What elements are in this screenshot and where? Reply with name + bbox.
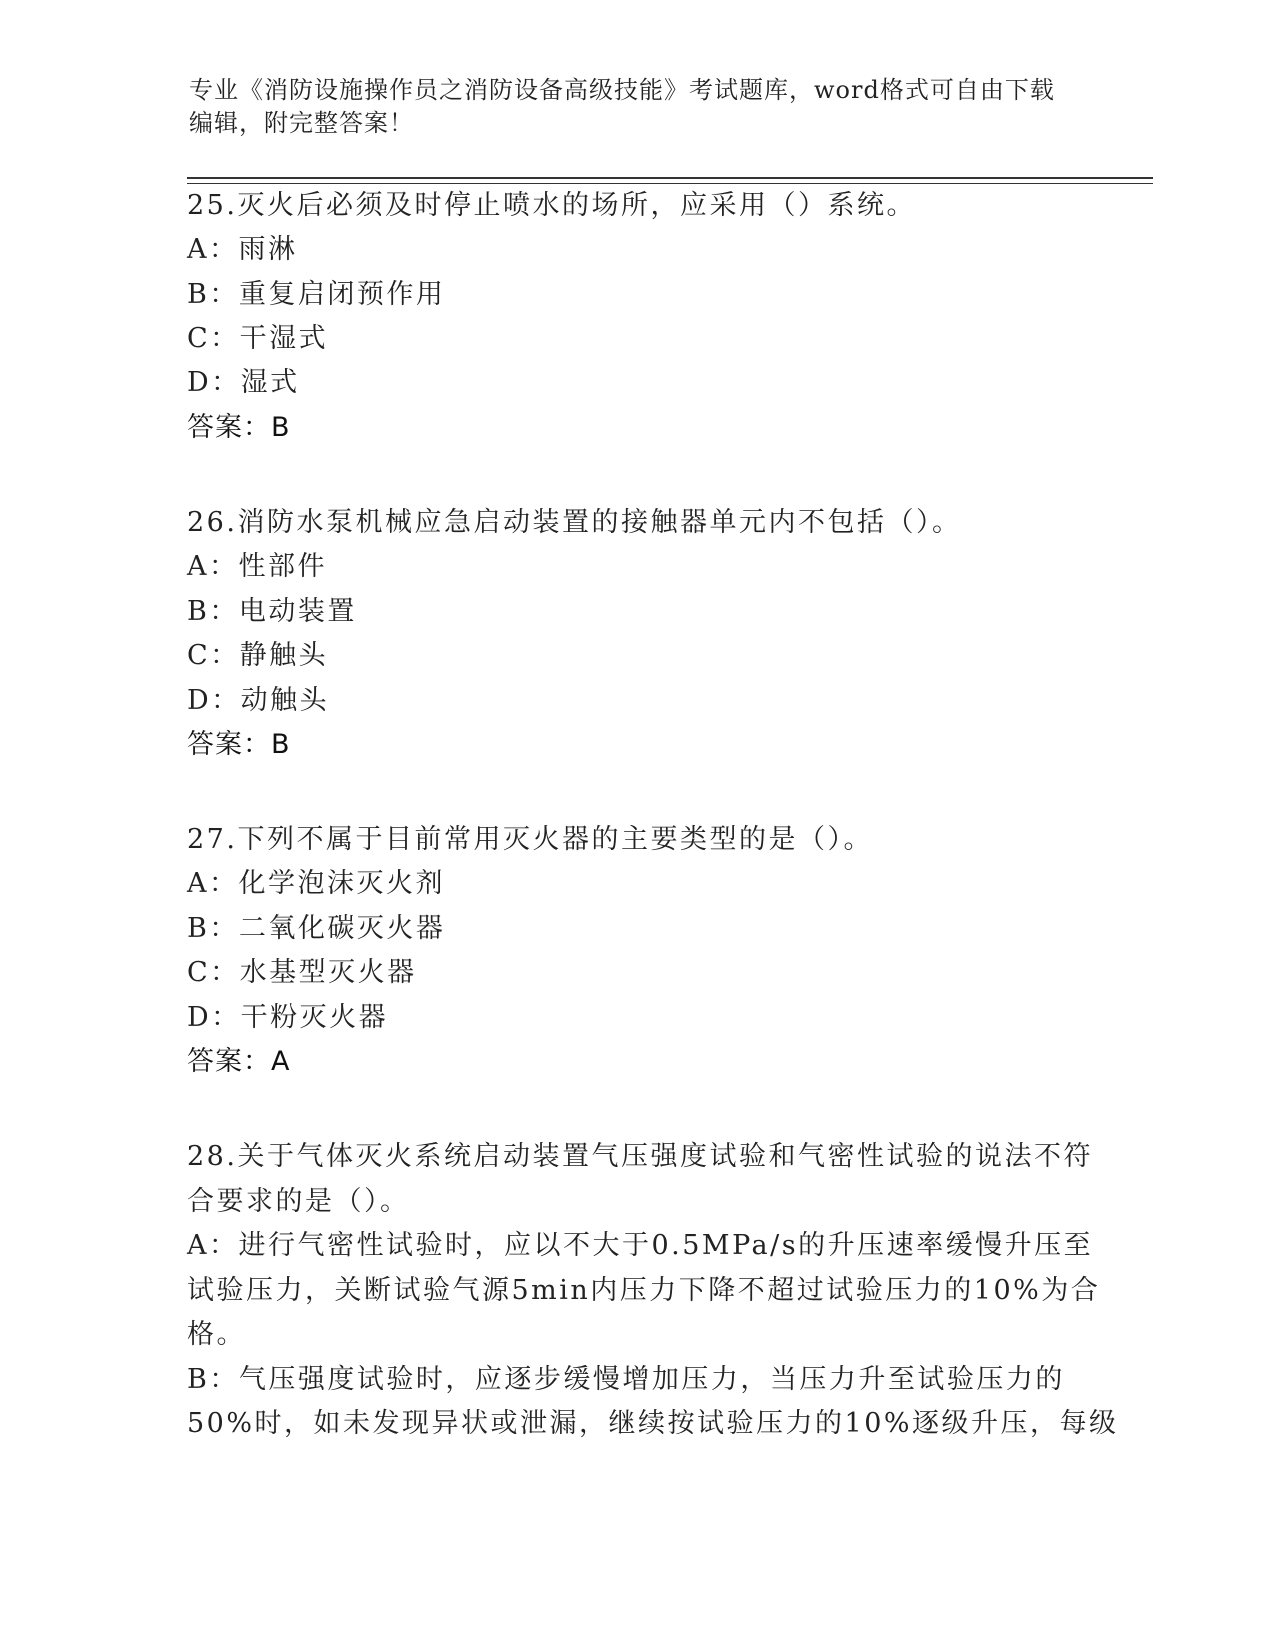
question-25-option-c: C：干湿式 [187,323,329,354]
question-26-option-a: A：性部件 [187,551,327,582]
question-27-option-a: A：化学泡沫灭火剂 [187,868,445,899]
question-27-stem: 27.下列不属于目前常用灭火器的主要类型的是（）。 [187,824,873,855]
question-28-option-a-line-1: A：进行气密性试验时，应以不大于0.5MPa/s的升压速率缓慢升压至 [187,1230,1094,1261]
header-divider-thick [187,177,1153,179]
question-25-stem: 25.灭火后必须及时停止喷水的场所，应采用（）系统。 [187,190,916,221]
question-26-option-d: D：动触头 [187,685,330,716]
question-26-stem: 26.消防水泵机械应急启动装置的接触器单元内不包括（）。 [187,507,962,538]
question-28-option-b-line-1: B：气压强度试验时，应逐步缓慢增加压力，当压力升至试验压力的 [187,1364,1065,1395]
question-26-answer: 答案：B [187,729,291,760]
question-28-option-a-line-2: 试验压力，关断试验气源5min内压力下降不超过试验压力的10%为合 [187,1275,1101,1306]
question-26-option-b: B：电动装置 [187,596,357,627]
question-28-option-a-line-3: 格。 [187,1319,246,1350]
question-27-option-c: C：水基型灭火器 [187,957,417,988]
question-28-option-b-line-2: 50%时，如未发现异状或泄漏，继续按试验压力的10%逐级升压，每级 [187,1408,1119,1439]
question-25-answer: 答案：B [187,412,291,443]
question-25-option-a: A：雨淋 [187,234,298,265]
question-28-stem-line-1: 28.关于气体灭火系统启动装置气压强度试验和气密性试验的说法不符 [187,1141,1093,1172]
question-25-option-d: D：湿式 [187,367,300,398]
question-26-option-c: C：静触头 [187,640,329,671]
question-28-stem-line-2: 合要求的是（）。 [187,1186,410,1217]
header-divider-thin [187,183,1153,184]
question-27-option-b: B：二氧化碳灭火器 [187,913,446,944]
document-header: 专业《消防设施操作员之消防设备高级技能》考试题库，word格式可自由下载编辑，附完整答案！ [189,76,1055,137]
question-25-option-b: B：重复启闭预作用 [187,279,446,310]
question-27-answer: 答案：A [187,1046,291,1077]
question-27-option-d: D：干粉灭火器 [187,1002,389,1033]
